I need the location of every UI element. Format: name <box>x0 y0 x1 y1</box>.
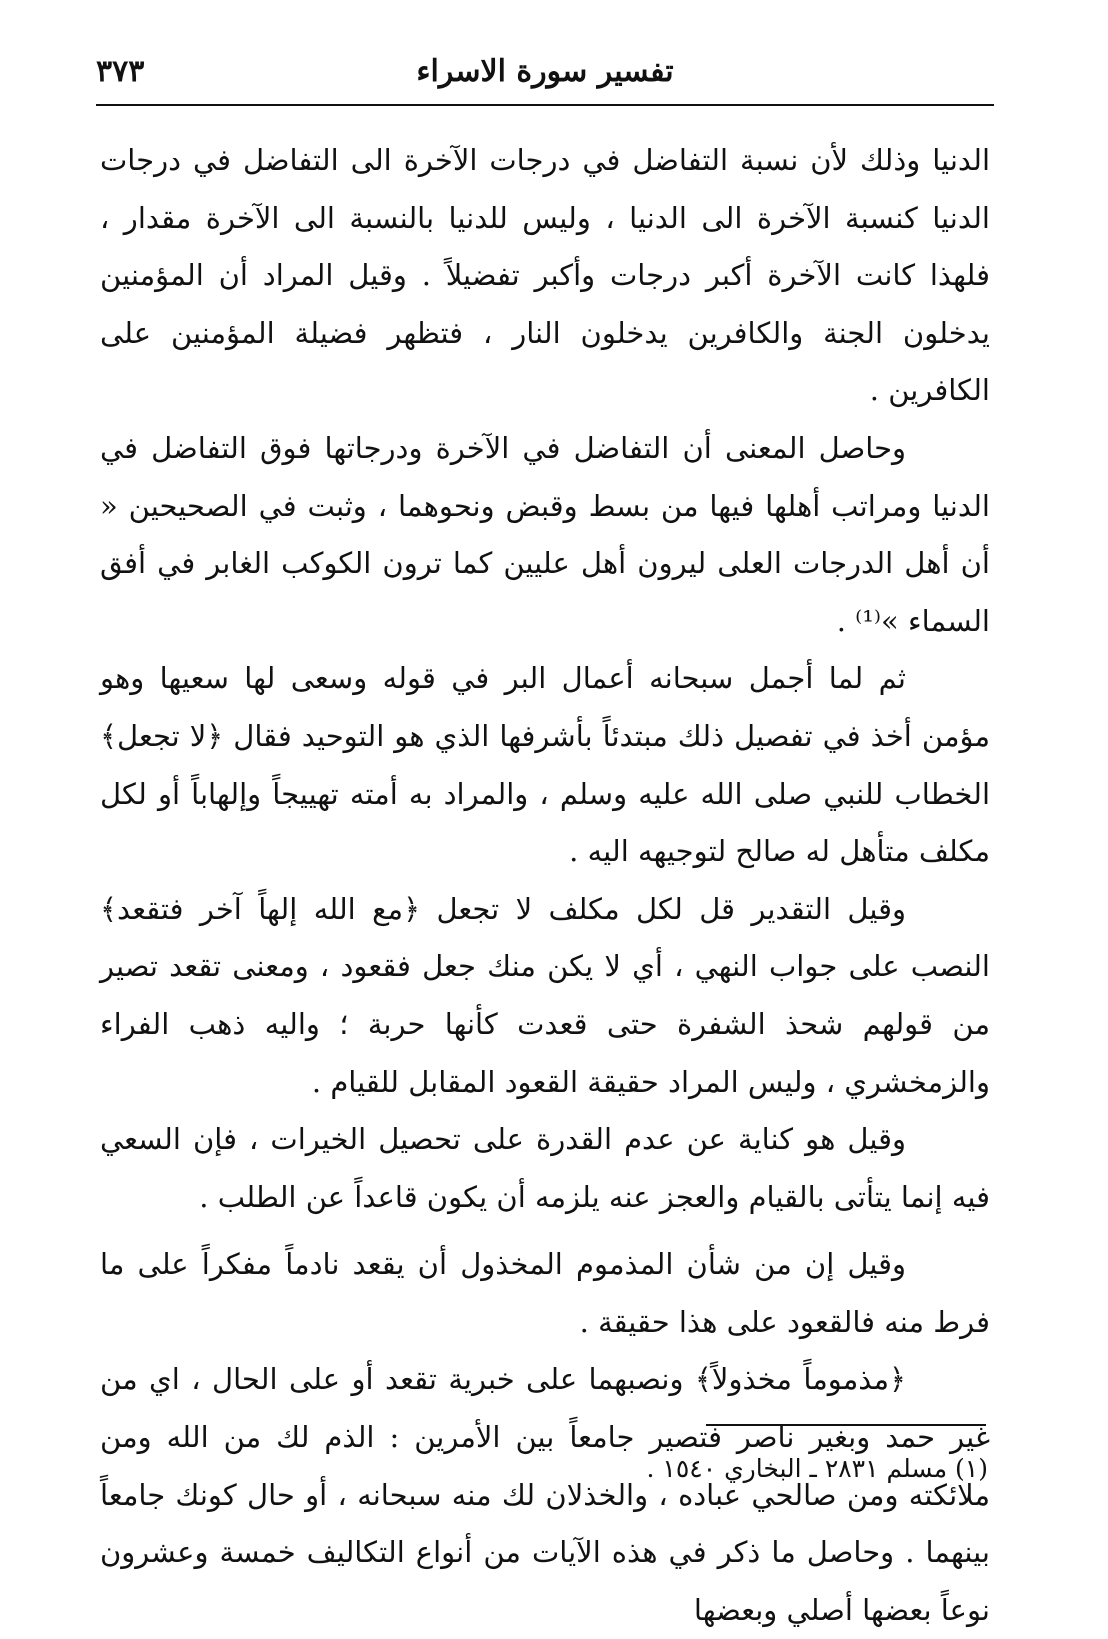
body-text <box>100 132 990 1639</box>
footnote: (١) مسلم ٢٨٣١ ـ البخاري ١٥٤٠ . <box>646 1454 988 1483</box>
paragraph-6: وقيل إن من شأن المذموم المخذول أن يقعد نادماً مفكراً على ما فرط منه فالقعود على هذا حقيقة . <box>100 1247 990 1339</box>
header-rule <box>96 104 994 106</box>
paragraph-5: وقيل هو كناية عن عدم القدرة على تحصيل الخيرات ، فإن السعي فيه إنما يتأتى بالقيام والعجز عنه يلزمه أن يكون قاعداً عن الطلب . <box>100 1122 990 1214</box>
paragraph-3: ثم لما أجمل سبحانه أعمال البر في قوله وسعى لها سعيها وهو مؤمن أخذ في تفصيل ذلك مبتدئاً بأشرفها الذي هو التوحيد فقال ﴿لا تجعل﴾ الخطاب للنبي صلى الله عليه وسلم ، والمراد به أمته تهييجاً وإلهاباً أو لكل مكلف متأهل له صالح لتوجيهه اليه . <box>100 661 990 869</box>
paragraph-7: ﴿مذموماً مخذولاً﴾ ونصبهما على خبرية تقعد أو على الحال ، اي من غير حمد وبغير ناصر فتصير جامعاً بين الأمرين : الذم لك من الله ومن ملائكته ومن صالحي عباده ، والخذلان لك منه سبحانه ، أو حال كونك جامعاً بينهما . وحاصل ما ذكر في هذه الآيات من أنواع التكاليف خمسة وعشرون نوعاً بعضها أصلي وبعضها <box>100 1362 990 1627</box>
paragraph-1: الدنيا وذلك لأن نسبة التفاضل في درجات الآخرة الى التفاضل في درجات الدنيا كنسبة الآخرة الى الدنيا ، وليس للدنيا بالنسبة الى الآخرة مقدار ، فلهذا كانت الآخرة أكبر درجات وأكبر تفضيلاً . وقيل المراد أن المؤمنين يدخلون الجنة والكافرين يدخلون النار ، فتظهر فضيلة المؤمنين على الكافرين . <box>100 143 990 408</box>
footnote-rule <box>706 1424 986 1426</box>
paragraph-2: وحاصل المعنى أن التفاضل في الآخرة ودرجاتها فوق التفاضل في الدنيا ومراتب أهلها فيها من بسط وقبض ونحوهما ، وثبت في الصحيحين « أن أهل الدرجات العلى ليرون أهل عليين كما ترون الكوكب الغابر في أفق السماء »⁽¹⁾ . <box>100 430 990 638</box>
page-header <box>96 52 994 102</box>
paragraph-4: وقيل التقدير قل لكل مكلف لا تجعل ﴿مع الله إلهاً آخر فتقعد﴾ النصب على جواب النهي ، أي لا يكن منك جعل فقعود ، ومعنى تقعد تصير من قولهم شحذ الشفرة حتى قعدت كأنها حربة ؛ واليه ذهب الفراء والزمخشري ، وليس المراد حقيقة القعود المقابل للقيام . <box>100 891 990 1099</box>
running-title: تفسير سورة الاسراء <box>416 54 674 89</box>
page-number: ٣٧٣ <box>96 54 145 89</box>
